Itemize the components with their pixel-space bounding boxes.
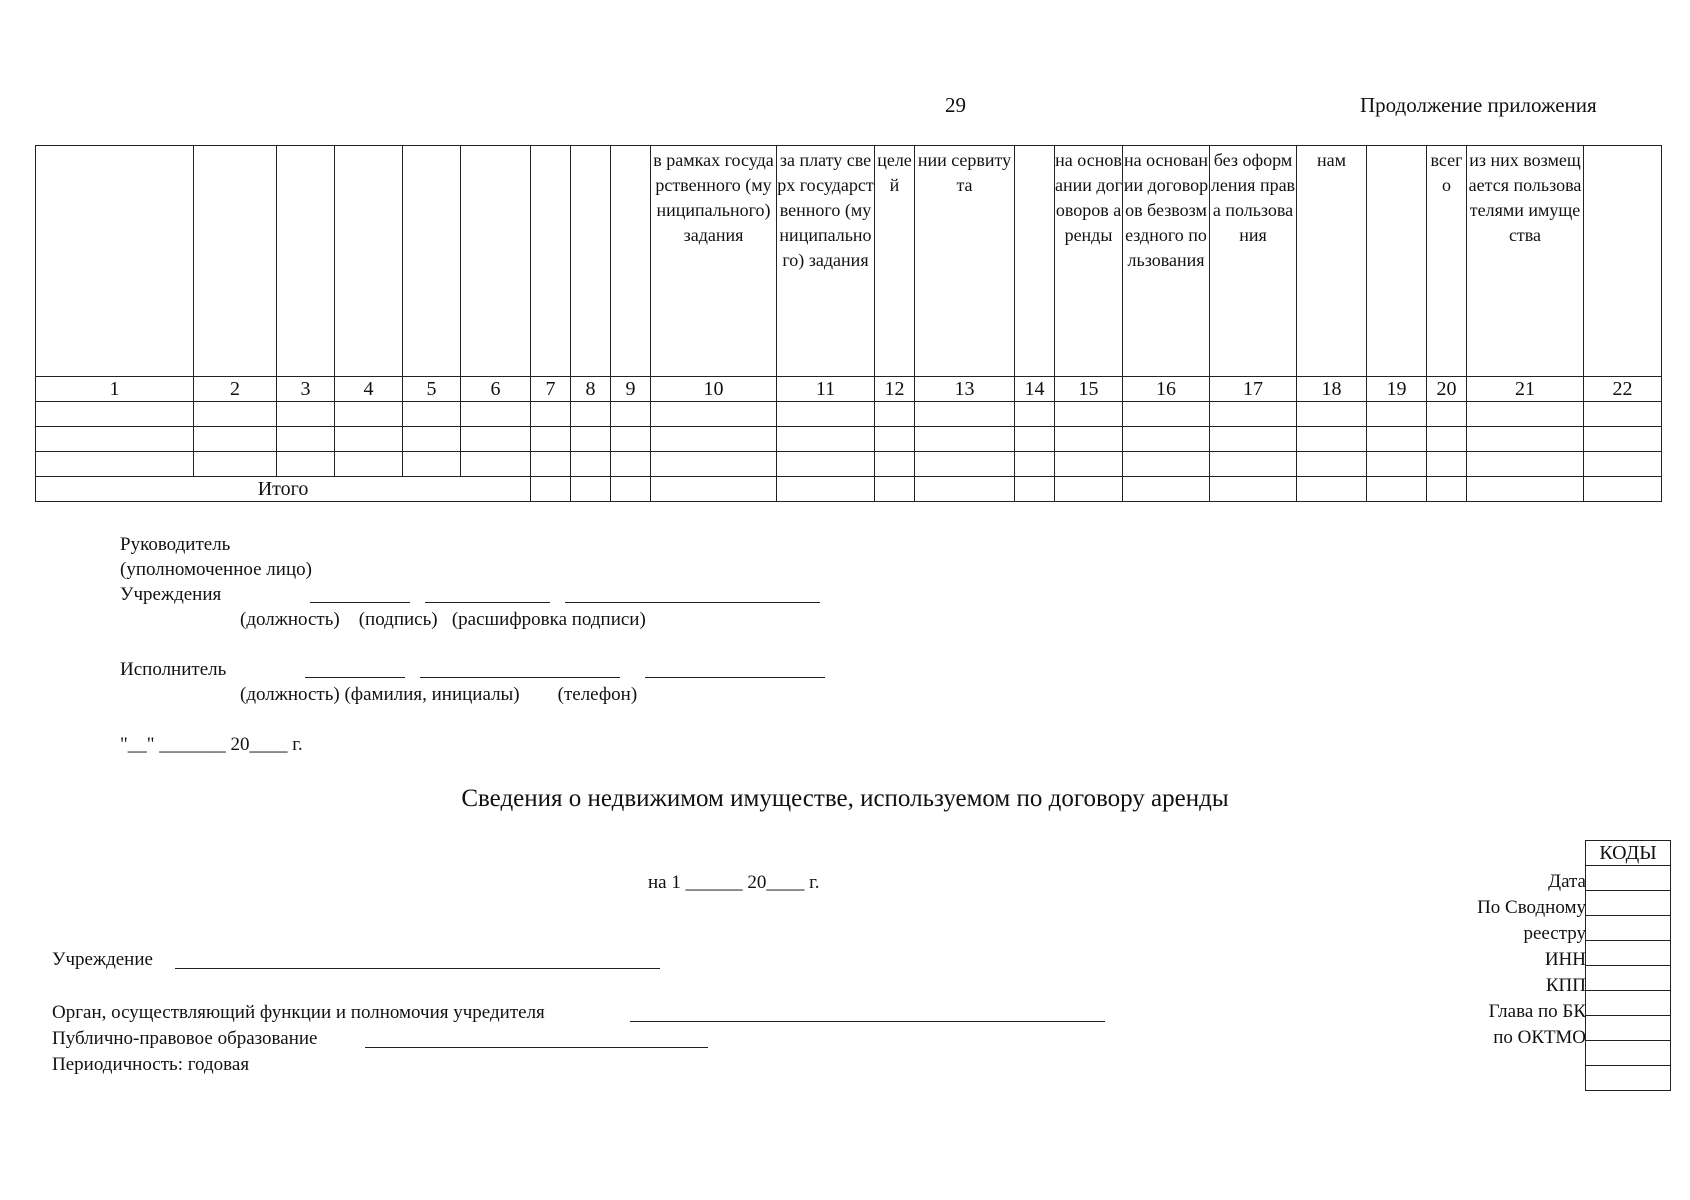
founder-label: Орган, осуществляющий функции и полномочия учредителя: [52, 1002, 545, 1023]
executor-caption: (должность) (фамилия, инициалы) (телефон): [240, 684, 638, 705]
column-number: 17: [1210, 377, 1297, 402]
column-number: 9: [611, 377, 651, 402]
header-cell-no-rights: без оформления права пользования: [1210, 146, 1297, 377]
column-number: 3: [277, 377, 335, 402]
column-number: 6: [461, 377, 531, 402]
column-number: 4: [335, 377, 403, 402]
column-number: 15: [1055, 377, 1123, 402]
header-cell: [194, 146, 277, 377]
codes-label-registry-1: По Сводному: [1477, 897, 1586, 918]
signature-decoding-line[interactable]: [565, 602, 820, 603]
header-cell-purposes: целей: [875, 146, 915, 377]
table-row: [36, 427, 1662, 452]
public-entity-label: Публично-правовое образование: [52, 1028, 318, 1049]
header-cell-lease: на основании договоров аренды: [1055, 146, 1123, 377]
code-extra-cell-2[interactable]: [1585, 1066, 1671, 1091]
head-label-3: Учреждения: [120, 584, 222, 605]
position-line[interactable]: [310, 602, 410, 603]
property-table: [35, 145, 1662, 502]
codes-label-oktmo: по ОКТМО: [1493, 1027, 1586, 1048]
institution-label: Учреждение: [52, 949, 153, 970]
column-number: 11: [777, 377, 875, 402]
public-entity-line[interactable]: [365, 1047, 708, 1048]
header-cell: [531, 146, 571, 377]
institution-line[interactable]: [175, 968, 660, 969]
column-number: 10: [651, 377, 777, 402]
column-number: 7: [531, 377, 571, 402]
founder-line[interactable]: [630, 1021, 1105, 1022]
column-number: 1: [36, 377, 194, 402]
executor-position-line[interactable]: [305, 677, 405, 678]
column-number: 18: [1297, 377, 1367, 402]
code-kpp-cell[interactable]: [1585, 966, 1671, 991]
page-number: 29: [945, 93, 966, 117]
date-line: "__" _______ 20____ г.: [120, 734, 303, 755]
column-number: 22: [1584, 377, 1662, 402]
total-label: Итого: [36, 477, 531, 502]
header-cell: [335, 146, 403, 377]
executor-label: Исполнитель: [120, 659, 227, 680]
column-number: 12: [875, 377, 915, 402]
code-registry-cell-2[interactable]: [1585, 916, 1671, 941]
column-number: 20: [1427, 377, 1467, 402]
column-number: 14: [1015, 377, 1055, 402]
column-number-row: [36, 377, 1662, 402]
column-number: 16: [1123, 377, 1210, 402]
codes-box: [1585, 840, 1671, 1091]
codes-label-inn: ИНН: [1544, 949, 1586, 970]
header-cell: [611, 146, 651, 377]
header-cell-servitude: нии сервитута: [915, 146, 1015, 377]
signature-line[interactable]: [425, 602, 550, 603]
header-cell: [36, 146, 194, 377]
head-caption: (должность) (подпись) (расшифровка подписи): [240, 609, 646, 630]
column-number: 21: [1467, 377, 1584, 402]
header-cell: [571, 146, 611, 377]
header-cell: [1015, 146, 1055, 377]
header-cell-nam: нам: [1297, 146, 1367, 377]
executor-phone-line[interactable]: [645, 677, 825, 678]
continuation-label: Продолжение приложения: [1360, 93, 1597, 117]
code-oktmo-cell[interactable]: [1585, 1016, 1671, 1041]
code-date-cell[interactable]: [1585, 866, 1671, 891]
code-registry-cell-1[interactable]: [1585, 891, 1671, 916]
column-number: 8: [571, 377, 611, 402]
section-title: Сведения о недвижимом имуществе, используемом по договору аренды: [461, 785, 1229, 812]
header-cell-free-use: на основании договоров безвозмездного пользования: [1123, 146, 1210, 377]
codes-label-registry-2: реестру: [1523, 923, 1586, 944]
column-number: 13: [915, 377, 1015, 402]
header-cell: [461, 146, 531, 377]
header-cell-state-task: в рамках государственного (муниципального) задания: [651, 146, 777, 377]
codes-label-bk: Глава по БК: [1488, 1001, 1586, 1022]
column-number: 2: [194, 377, 277, 402]
codes-header: КОДЫ: [1585, 840, 1671, 866]
table-row: [36, 402, 1662, 427]
header-cell: [1367, 146, 1427, 377]
column-number: 5: [403, 377, 461, 402]
column-number: 19: [1367, 377, 1427, 402]
header-cell-over-state-task: за плату сверх государственного (муниципального) задания: [777, 146, 875, 377]
header-cell-reimbursed: из них возмещается пользователями имущества: [1467, 146, 1584, 377]
header-cell: [403, 146, 461, 377]
head-label-1: Руководитель: [120, 534, 231, 555]
code-bk-cell[interactable]: [1585, 991, 1671, 1016]
as-of-date: на 1 ______ 20____ г.: [648, 872, 820, 893]
header-cell: [1584, 146, 1662, 377]
head-label-2: (уполномоченное лицо): [120, 559, 312, 580]
code-inn-cell[interactable]: [1585, 941, 1671, 966]
table-row: [36, 452, 1662, 477]
table-header-row: [36, 146, 1662, 377]
header-cell-total: всего: [1427, 146, 1467, 377]
total-row: [36, 477, 1662, 502]
codes-label-kpp: КПП: [1545, 975, 1586, 996]
header-cell: [277, 146, 335, 377]
executor-name-line[interactable]: [420, 677, 620, 678]
code-extra-cell-1[interactable]: [1585, 1041, 1671, 1066]
periodicity-label: Периодичность: годовая: [52, 1054, 250, 1075]
codes-label-date: Дата: [1548, 871, 1586, 892]
